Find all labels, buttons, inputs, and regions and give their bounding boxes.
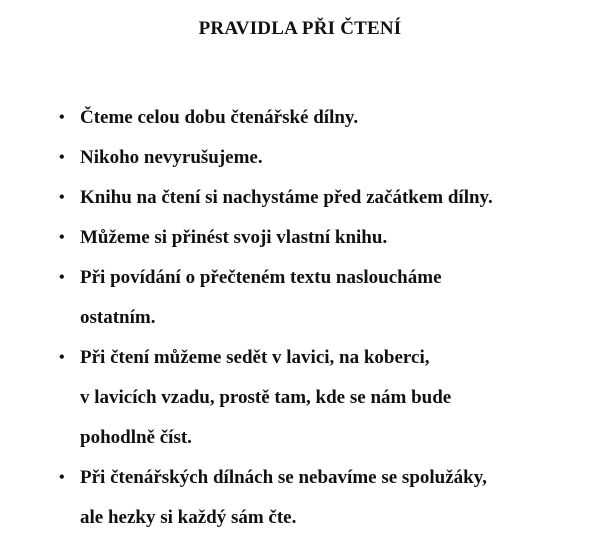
rule-text-line: ale hezky si každý sám čte. [80,507,297,528]
rule-item [57,218,597,258]
rule-text-line: Nikoho nevyrušujeme. [80,147,263,168]
rule-item [57,338,597,458]
rule-item [57,98,597,138]
rule-text-line: Při povídání o přečteném textu nasloucháme [80,267,442,288]
bullet-icon: • [59,189,65,206]
rule-text-line: v lavicích vzadu, prostě tam, kde se nám bude [80,387,452,408]
rule-text-line: Čteme celou dobu čtenářské dílny. [80,107,359,128]
bullet-icon: • [59,469,65,486]
rule-text-line: ostatním. [80,307,156,328]
rule-item [57,458,597,538]
bullet-icon: • [59,109,65,126]
page-title: PRAVIDLA PŘI ČTENÍ [198,18,402,39]
rule-item [57,258,597,338]
rule-item [57,138,597,178]
bullet-icon: • [59,149,65,166]
bullet-icon: • [59,269,65,286]
rules-list [57,98,597,538]
rule-item [57,178,597,218]
rule-text-line: Knihu na čtení si nachystáme před začátkem dílny. [80,187,493,208]
rule-text-line: Při čtení můžeme sedět v lavici, na koberci, [80,347,430,368]
rule-text-line: Můžeme si přinést svoji vlastní knihu. [80,227,388,248]
rule-text-line: pohodlně číst. [80,427,192,448]
bullet-icon: • [59,349,65,366]
bullet-icon: • [59,229,65,246]
rule-text-line: Při čtenářských dílnách se nebavíme se spolužáky, [80,467,487,488]
